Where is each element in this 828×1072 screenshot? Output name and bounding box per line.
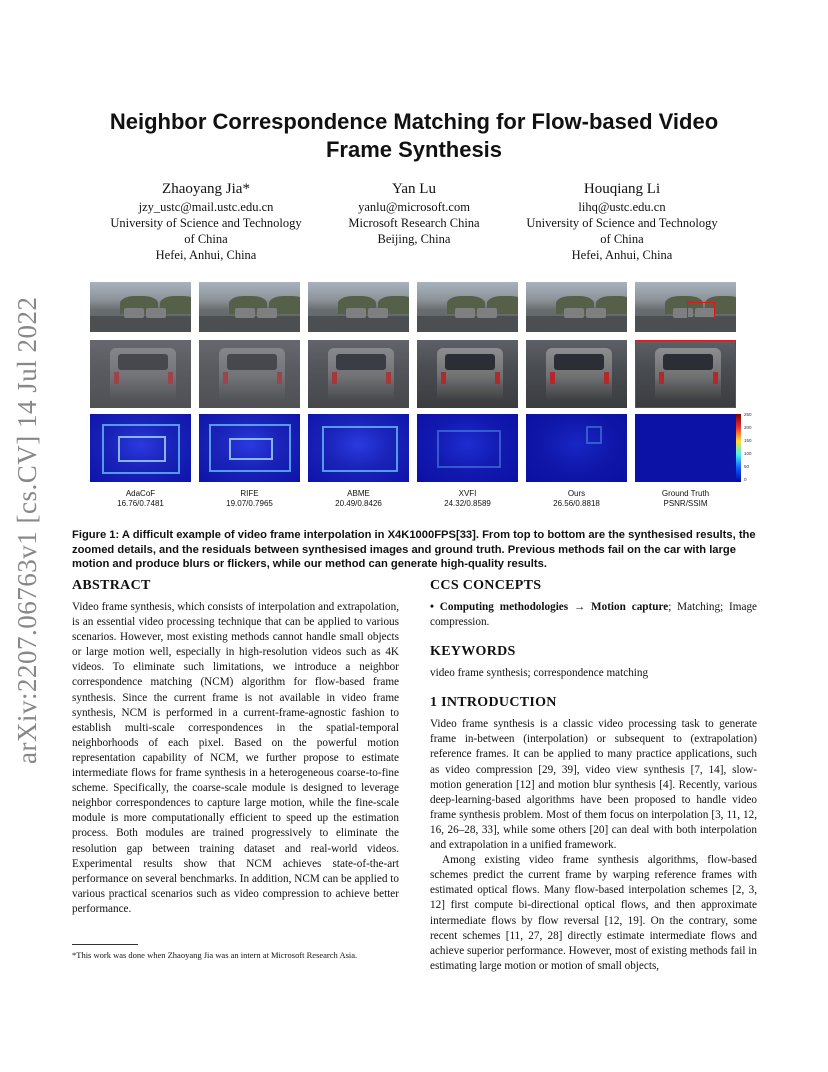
method-name: AdaCoF <box>125 489 156 498</box>
author-block-3 <box>502 180 742 263</box>
residual-map <box>417 414 518 482</box>
colorbar-tick: 0 <box>744 477 747 482</box>
author-location: Hefei, Anhui, China <box>155 248 257 262</box>
author-affiliation-cont: of China <box>184 232 228 246</box>
zoom-region-box <box>687 302 715 318</box>
method-name: XVFI <box>458 489 477 498</box>
panel-label <box>417 489 518 509</box>
method-score: 19.07/0.7965 <box>226 499 273 508</box>
abstract-text: Video frame synthesis, which consists of interpolation and extrapolation, is an essential video processing technique that can be applied to various scenarios. However, most existing methods cannot handle small objects or large motion well, especially in high-resolution videos such as 4K videos. To eliminate such limitations, we introduce a neighbor correspondence matching (NCM) algorithm for flow-based frame synthesis. Since the current frame is not available in video frame synthesis, NCM is performed in a current-frame-agnostic fashion to establish multi-scale correspondences in the spatial-temporal neighborhoods of each pixel. Based on the powerful motion representation capability of NCM, we further propose to estimate intermediate flows for frame synthesis in a heterogeneous coarse-to-fine scheme. Specifically, the coarse-scale module is designed to leverage neighbor correspondences to capture large motion, while the fine-scale module is more computationally efficient to speed up the estimation process. Both modules are trained progressively to eliminate the resolution gap between training dataset and real-world videos. Experimental results show that NCM achieves state-of-the-art performance on several benchmarks. In addition, NCM can be applied to various practical scenarios such as video compression to achieve better performance. <box>72 601 399 915</box>
title-line-1: Neighbor Correspondence Matching for Flow-based Video <box>109 109 719 134</box>
residual-map <box>199 414 300 482</box>
method-score: 16.76/0.7481 <box>117 499 164 508</box>
method-score: PSNR/SSIM <box>663 499 708 508</box>
zoomed-detail <box>90 340 191 408</box>
author-block-2 <box>294 180 534 247</box>
introduction-heading: 1 INTRODUCTION <box>430 695 557 711</box>
residual-map <box>90 414 191 482</box>
frame-thumbnail <box>417 282 518 332</box>
intro-paragraph-1: Video frame synthesis is a classic video processing task to generate frame in-between (interpolation) or subsequent to (extrapolation) reference frames. It can be applied to many practice applications, such as video compression [29, 39], video view synthesis [7, 14], slow-motion generation [12] and motion blur synthesis [4]. Recently, various deep-learning-based algorithms have been proposed to handle video frame synthesis problem. Most of them focus on interpolation [3, 11, 12, 16, 26–28, 33], while some others [20] can deal with both interpolation and extrapolation in a unified framework. <box>430 718 757 852</box>
method-score: 24.32/0.8589 <box>444 499 491 508</box>
frame-thumbnail <box>90 282 191 332</box>
title-line-2: Frame Synthesis <box>325 137 503 162</box>
figure-caption: Figure 1: A difficult example of video frame interpolation in X4K1000FPS[33]. From top to bottom are the synthesised results, the zoomed details, and the residuals between synthesised images and ground truth. Previous methods fail on the car with large motion and produce blurs or flickers, while our method can generate high-quality results. <box>72 529 756 570</box>
zoomed-detail <box>199 340 300 408</box>
panel-label <box>90 489 191 509</box>
frame-thumbnail <box>635 282 736 332</box>
zoom-frame-box <box>635 340 736 408</box>
author-affiliation: University of Science and Technology <box>526 216 718 230</box>
ccs-heading: CCS CONCEPTS <box>430 578 542 593</box>
author-email: lihq@ustc.edu.cn <box>578 200 666 214</box>
author-email: jzy_ustc@mail.ustc.edu.cn <box>138 200 274 214</box>
panel-label <box>199 489 300 509</box>
frame-thumbnail <box>308 282 409 332</box>
method-score: 20.49/0.8426 <box>335 499 382 508</box>
ccs-text <box>430 600 757 630</box>
method-name: Ground Truth <box>661 489 710 498</box>
arxiv-identifier: arXiv:2207.06763v1 [cs.CV] 14 Jul 2022 <box>12 296 42 764</box>
panel-label <box>635 489 736 509</box>
left-column <box>72 578 399 917</box>
abstract-heading: ABSTRACT <box>72 578 151 593</box>
zoomed-detail <box>417 340 518 408</box>
colorbar-tick: 250 <box>744 412 752 417</box>
author-name: Houqiang Li <box>583 181 661 197</box>
residual-map <box>308 414 409 482</box>
keywords-text: video frame synthesis; correspondence matching <box>430 667 649 680</box>
panel-label <box>526 489 627 509</box>
author-affiliation: Microsoft Research China <box>348 216 480 230</box>
footnote: *This work was done when Zhaoyang Jia was an intern at Microsoft Research Asia. <box>72 950 358 960</box>
zoomed-detail <box>526 340 627 408</box>
method-score: 26.56/0.8818 <box>553 499 600 508</box>
ccs-bullet: • Computing methodologies → Motion capture <box>430 601 669 613</box>
author-location: Beijing, China <box>377 232 451 246</box>
author-name: Zhaoyang Jia* <box>162 181 250 197</box>
residual-map <box>635 414 736 482</box>
frame-thumbnail <box>526 282 627 332</box>
frame-thumbnail <box>199 282 300 332</box>
figure-1 <box>90 282 750 512</box>
right-column <box>430 578 757 974</box>
ccs-rest: ; Matching; Image compression. <box>430 601 757 629</box>
footnote-rule <box>72 944 138 945</box>
colorbar-tick: 50 <box>744 464 750 469</box>
colorbar-tick: 100 <box>744 451 752 456</box>
method-name: RIFE <box>240 489 259 498</box>
author-name: Yan Lu <box>392 181 436 197</box>
method-name: Ours <box>567 489 586 498</box>
zoomed-detail <box>635 340 736 408</box>
keywords-heading: KEYWORDS <box>430 644 516 660</box>
residual-colorbar <box>736 414 741 482</box>
paper-title <box>70 108 758 164</box>
residual-map <box>526 414 627 482</box>
author-email: yanlu@microsoft.com <box>358 200 470 214</box>
author-block-1 <box>86 180 326 263</box>
author-location: Hefei, Anhui, China <box>571 248 673 262</box>
intro-paragraph-2: Among existing video frame synthesis algorithms, flow-based schemes predict the current frame by warping reference frames with estimated optical flows. Many flow-based interpolation schemes [2, 3, 12] first compute bi-directional optical flows, and then approximate intermediate flows by flow reversal [12, 19]. On the contrary, some recent schemes [11, 27, 28] directly estimate intermediate flows and achieve superior performance. However, most of existing methods fail in estimating large motion or motion of small objects, <box>430 854 757 972</box>
colorbar-tick: 200 <box>744 425 752 430</box>
author-affiliation: University of Science and Technology <box>110 216 302 230</box>
method-name: ABME <box>347 489 370 498</box>
panel-label <box>308 489 409 509</box>
colorbar-tick: 150 <box>744 438 752 443</box>
author-affiliation-cont: of China <box>600 232 644 246</box>
zoomed-detail <box>308 340 409 408</box>
